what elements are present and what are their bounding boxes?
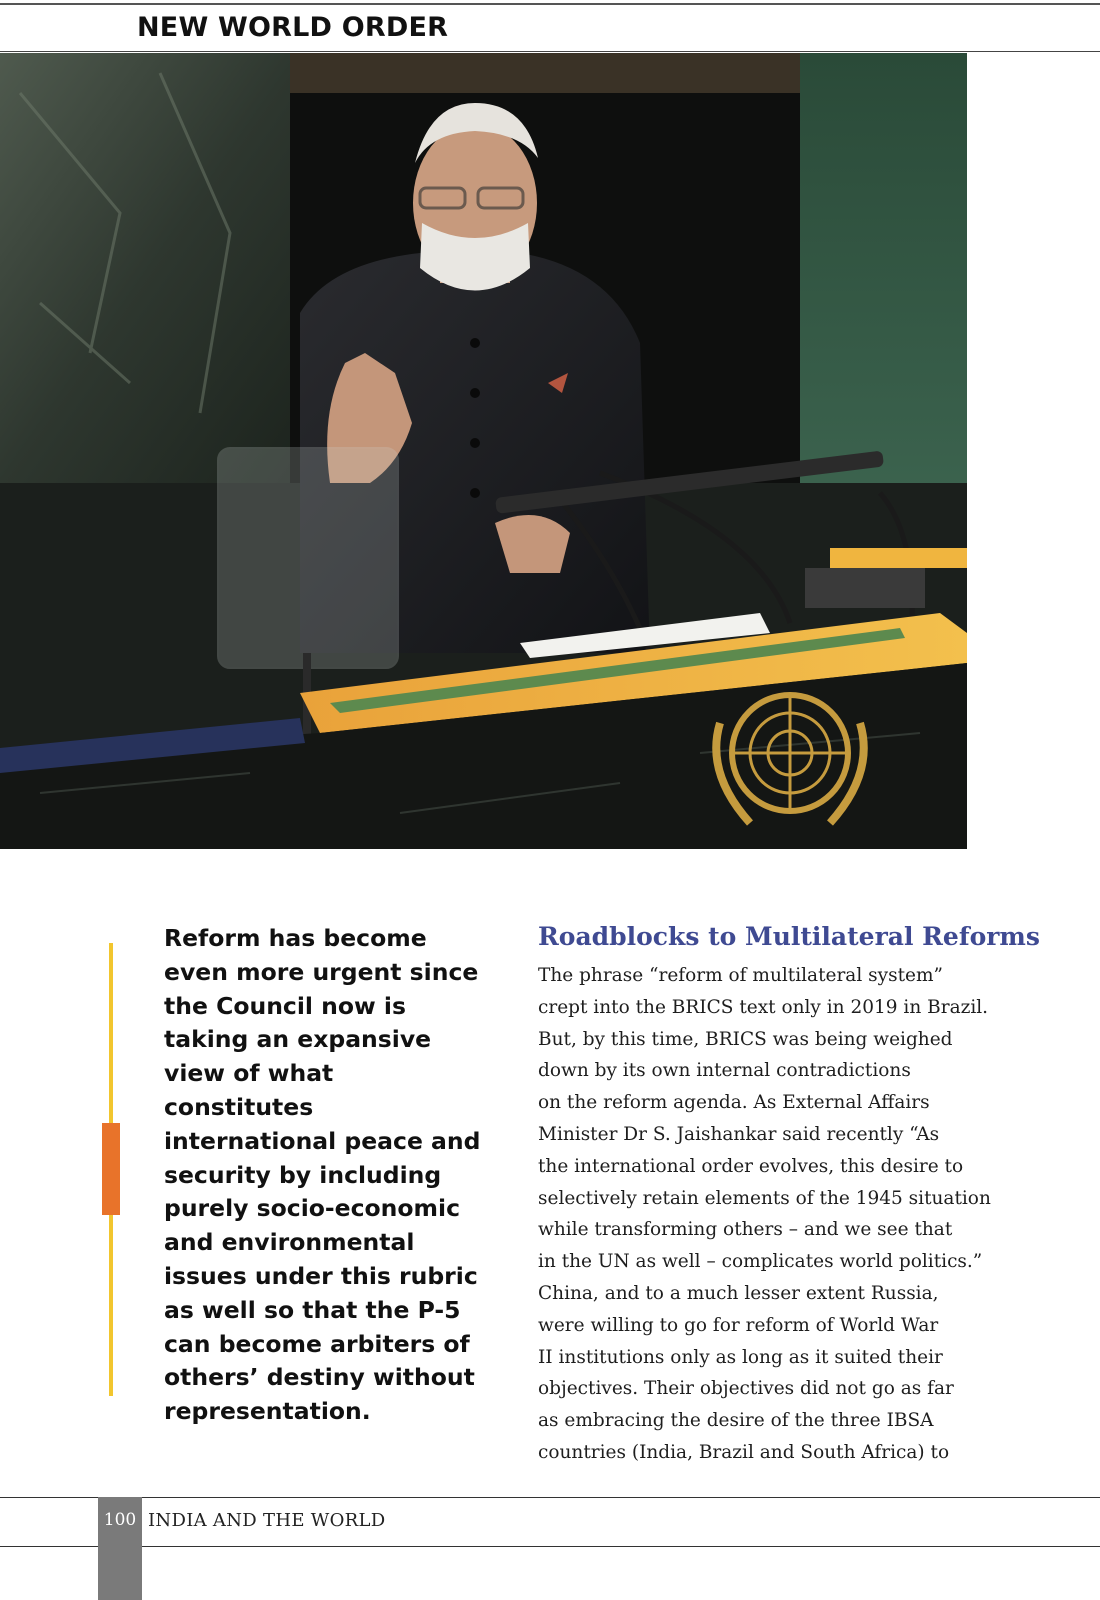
article-line: objectives. Their objectives did not go as far <box>538 1378 954 1400</box>
pull-quote-line: security by including <box>164 1160 442 1189</box>
article-line: Minister Dr S. Jaishankar said recently “As <box>538 1123 940 1145</box>
pull-quote-line: Reform has become <box>164 924 427 952</box>
pull-quote-line: others’ destiny without <box>164 1363 475 1392</box>
pull-quote <box>164 922 484 1429</box>
article-line: down by its own internal contradictions <box>538 1060 911 1082</box>
article-line: in the UN as well – complicates world politics.” <box>538 1251 983 1273</box>
page-number: 100 <box>103 1510 137 1530</box>
article-line: countries (India, Brazil and South Africa) to <box>538 1441 950 1463</box>
article-heading: Roadblocks to Multilateral Reforms <box>538 922 1040 951</box>
pull-quote-line: can become arbiters of <box>164 1329 470 1358</box>
article-line: the international order evolves, this desire to <box>538 1155 964 1177</box>
quote-bar-accent <box>102 1123 120 1215</box>
section-title: NEW WORLD ORDER <box>137 12 449 43</box>
article-line: The phrase “reform of multilateral system” <box>538 965 943 986</box>
article-line: as embracing the desire of the three IBSA <box>538 1410 934 1432</box>
footer-rule <box>0 1497 1100 1498</box>
pull-quote-line: even more urgent since <box>164 957 479 986</box>
article-line: were willing to go for reform of World War <box>538 1314 939 1336</box>
pull-quote-line: and environmental <box>164 1228 415 1257</box>
article-line: while transforming others – and we see that <box>538 1219 953 1241</box>
running-footer-title: INDIA AND THE WORLD <box>148 1510 386 1531</box>
pull-quote-line: taking an expansive <box>164 1025 432 1054</box>
pull-quote-line: purely socio-economic <box>164 1194 461 1223</box>
pull-quote-line: as well so that the P-5 <box>164 1295 461 1324</box>
pull-quote-line: issues under this rubric <box>164 1261 478 1290</box>
article-line: But, by this time, BRICS was being weighed <box>538 1028 953 1050</box>
pull-quote-line: view of what constitutes <box>164 1059 334 1121</box>
pull-quote-line: the Council now is <box>164 991 406 1020</box>
article-body <box>538 960 998 1469</box>
pull-quote-line: international peace and <box>164 1126 481 1155</box>
article-line: crept into the BRICS text only in 2019 in Brazil. <box>538 996 989 1018</box>
top-rule <box>0 3 1100 5</box>
article-line: China, and to a much lesser extent Russia, <box>538 1282 939 1304</box>
header-rule <box>0 51 1100 52</box>
speaker-photo <box>0 53 967 849</box>
article-line: on the reform agenda. As External Affairs <box>538 1092 930 1114</box>
footer-rule-bottom <box>0 1546 1100 1547</box>
article-line: II institutions only as long as it suited their <box>538 1346 943 1368</box>
article-line: selectively retain elements of the 1945 situation <box>538 1187 991 1209</box>
pull-quote-line: representation. <box>164 1397 371 1426</box>
